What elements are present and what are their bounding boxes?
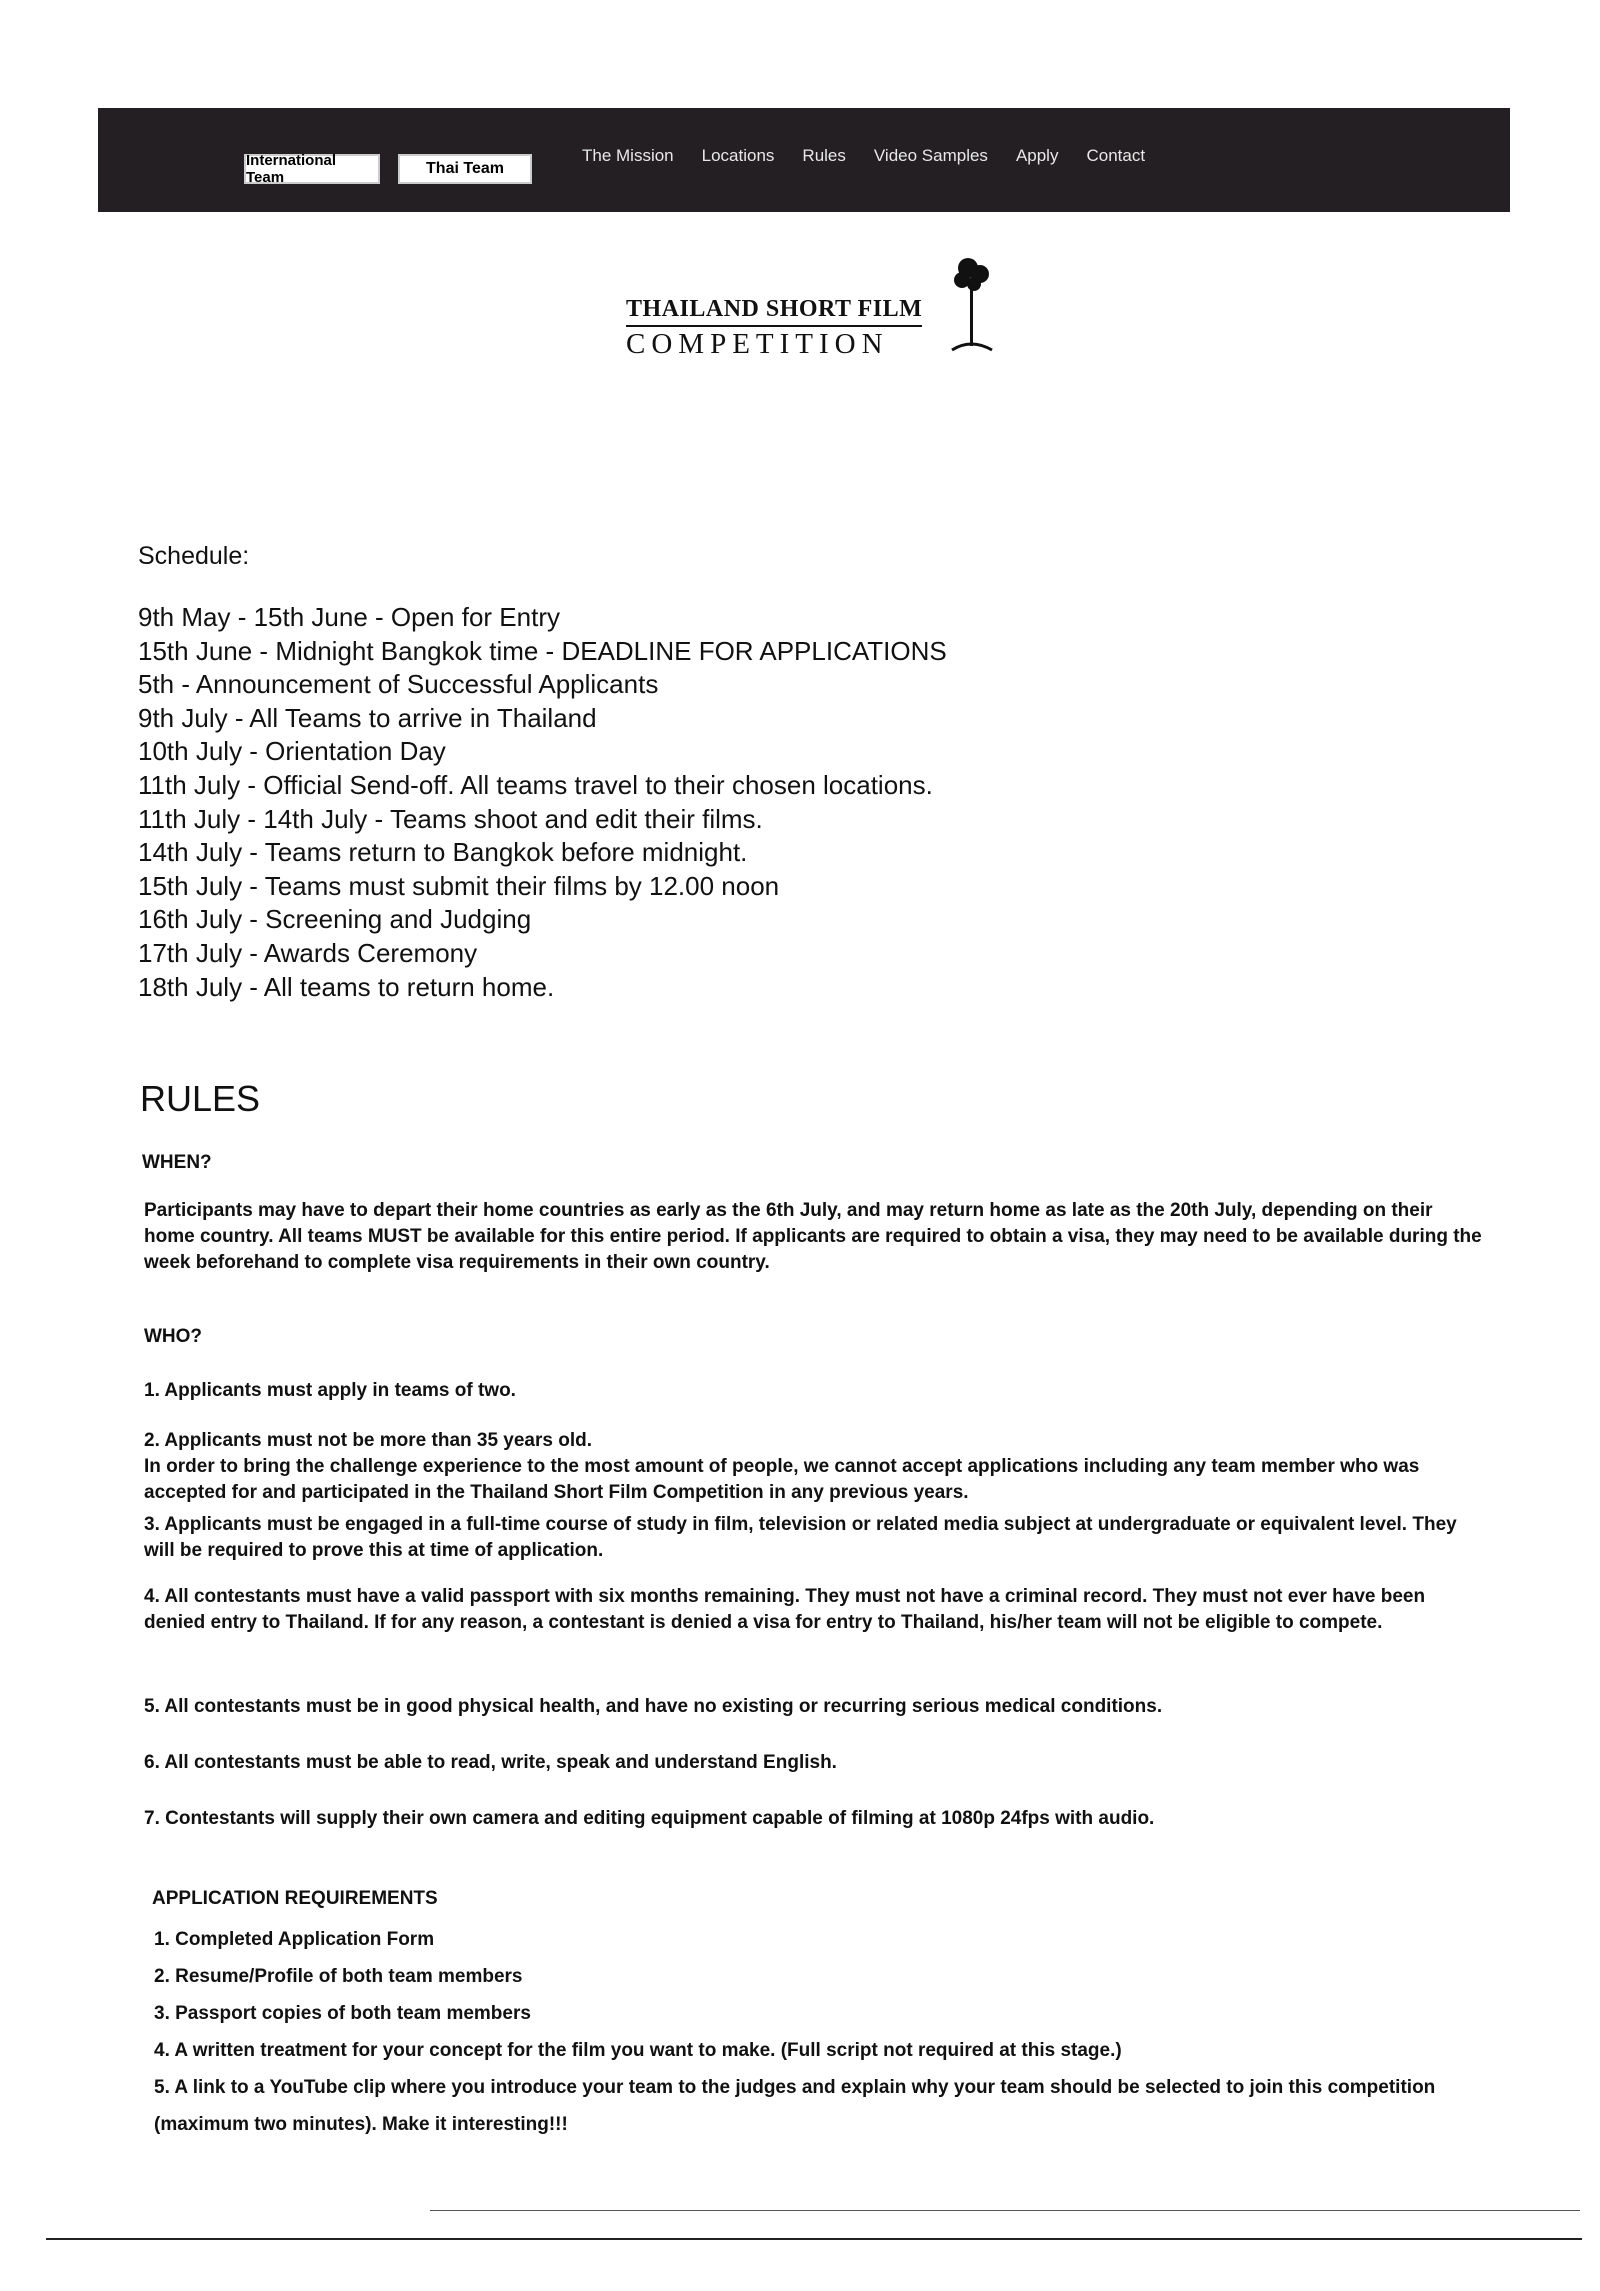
nav-link-mission[interactable]: The Mission [582,146,674,165]
list-item: 16th July - Screening and Judging [138,904,532,935]
nav-link-apply[interactable]: Apply [1015,146,1059,165]
divider [46,2238,1582,2240]
who-rule-6: 6. All contestants must be able to read, write, speak and understand English. [144,1752,837,1773]
competition-logo [620,250,1010,360]
list-item: 11th July - Official Send-off. All teams travel to their chosen locations. [138,769,933,800]
list-item: 15th July - Teams must submit their films by 12.00 noon [138,870,780,901]
who-rule-3: 3. Applicants must be engaged in a full-time course of study in film, television or related media subject at undergraduate or equivalent level. They will be required to prove this at time of application. [144,1514,1457,1561]
who-rule-1: 1. Applicants must apply in teams of two. [144,1380,516,1401]
divider [430,2210,1580,2211]
list-item: 2. Resume/Profile of both team members [154,1966,523,1987]
nav-link-rules[interactable]: Rules [802,146,846,165]
list-item: 9th July - All Teams to arrive in Thailand [138,702,597,733]
list-item: 9th May - 15th June - Open for Entry [138,602,560,632]
who-rule-7: 7. Contestants will supply their own camera and editing equipment capable of filming at 1080p 24fps with audio. [144,1808,1155,1829]
list-item: 5th - Announcement of Successful Applicants [138,669,659,700]
international-team-button[interactable]: International Team [244,154,380,184]
logo-title-line1: THAILAND SHORT FILM [626,296,922,327]
top-navbar [98,108,1510,212]
who-rule-2: 2. Applicants must not be more than 35 years old. [144,1430,593,1451]
list-item: 4. A written treatment for your concept for the film you want to make. (Full script not required at this stage.) [154,2040,1122,2061]
who-rule-4: 4. All contestants must have a valid passport with six months remaining. They must not have a criminal record. They must not ever have been denied entry to Thailand. If for any reason, a contestant is denied a visa for entry to Thailand, his/her team will not be eligible to compete. [144,1586,1426,1633]
logo-title-line2: COMPETITION [626,328,889,360]
list-item: 1. Completed Application Form [154,1929,435,1950]
list-item: 18th July - All teams to return home. [138,971,555,1002]
who-rule-2-note: In order to bring the challenge experience to the most amount of people, we cannot accept applications including any team member who was accepted for and participated in the Thailand Short Film Competition in any previous years. [144,1456,1420,1503]
list-item: 15th June - Midnight Bangkok time - DEADLINE FOR APPLICATIONS [138,635,947,666]
thai-team-button[interactable]: Thai Team [398,154,532,184]
list-item: 10th July - Orientation Day [138,736,446,767]
schedule-heading: Schedule: [138,542,250,570]
nav-link-locations[interactable]: Locations [701,146,775,165]
rules-heading: RULES [140,1078,261,1119]
nav-links [582,146,1145,166]
nav-link-video-samples[interactable]: Video Samples [873,146,988,165]
when-paragraph: Participants may have to depart their home countries as early as the 6th July, and may return home as late as the 20th July, depending on their home country. All teams MUST be available for this entire period. If applicants are required to obtain a visa, they may need to be available during the week beforehand to complete visa requirements in their own country. [144,1200,1482,1273]
list-item: 14th July - Teams return to Bangkok before midnight. [138,837,748,868]
schedule-list [138,601,947,1004]
application-requirements-heading: APPLICATION REQUIREMENTS [152,1888,438,1909]
nav-link-contact[interactable]: Contact [1086,146,1146,165]
list-item: 3. Passport copies of both team members [154,2003,531,2024]
application-requirements-list [154,1921,1474,2143]
when-heading: WHEN? [142,1152,212,1173]
list-item: 5. A link to a YouTube clip where you introduce your team to the judges and explain why your team should be selected to join this competition (maximum two minutes). Make it interesting!!! [154,2077,1436,2135]
who-heading: WHO? [144,1326,203,1347]
who-rule-5: 5. All contestants must be in good physical health, and have no existing or recurring serious medical conditions. [144,1696,1163,1717]
list-item: 17th July - Awards Ceremony [138,937,478,968]
list-item: 11th July - 14th July - Teams shoot and edit their films. [138,803,763,834]
film-camera-tree-icon [934,250,1014,360]
